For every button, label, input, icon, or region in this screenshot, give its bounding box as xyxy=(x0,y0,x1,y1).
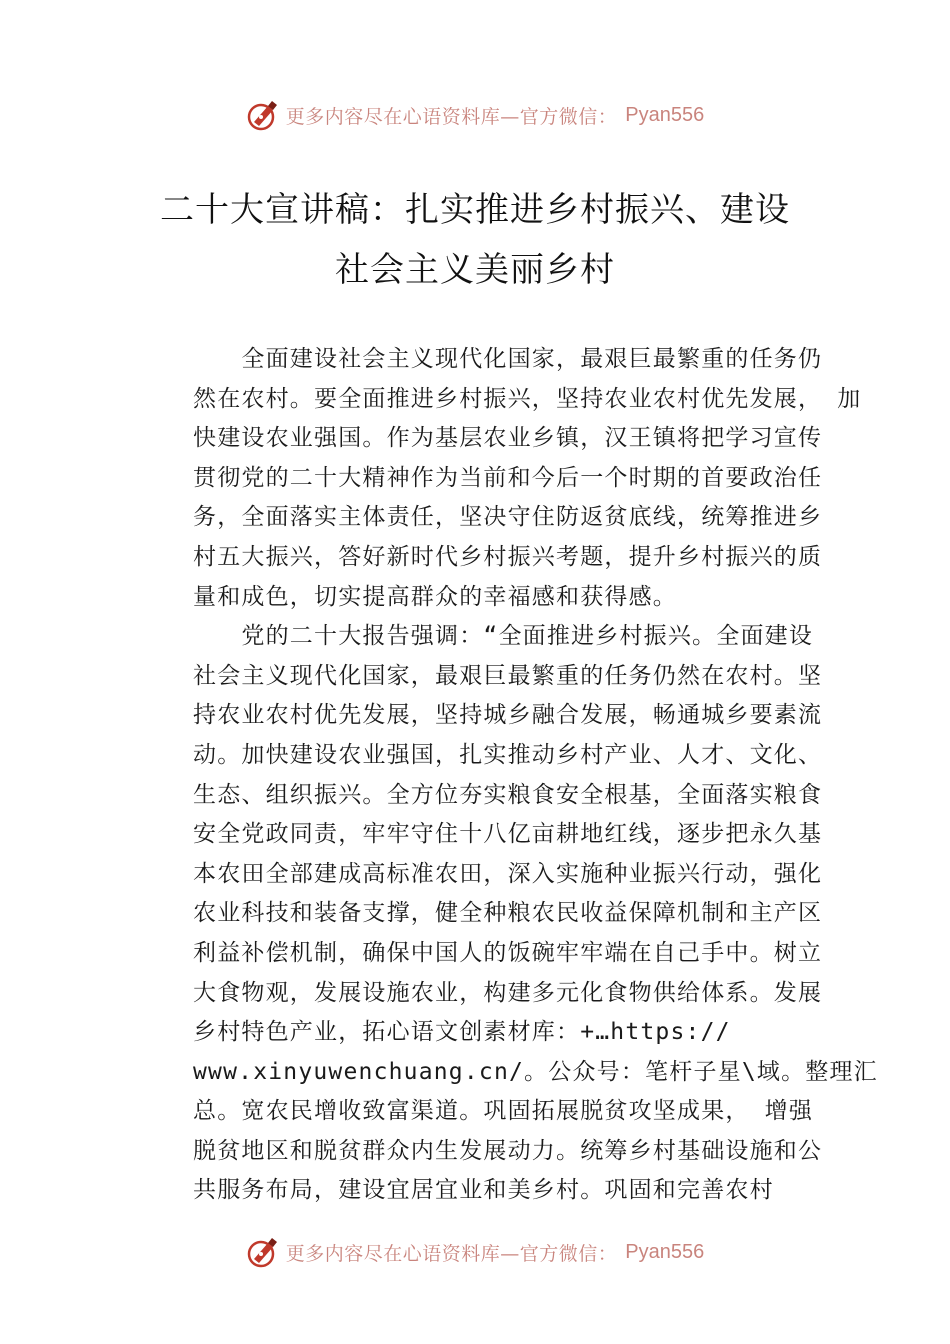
text-line: 全面建设社会主义现代化国家，最艰巨最繁重的任务仍 xyxy=(193,346,823,372)
text-line: 利益补偿机制，确保中国人的饭碗牢牢端在自己手中。树立 xyxy=(193,939,823,966)
text-line: 村五大振兴，答好新时代乡村振兴考题，提升乡村振兴的质 xyxy=(193,543,823,570)
footer-banner-content xyxy=(246,1235,704,1269)
text-line: 社会主义现代化国家，最艰巨最繁重的任务仍然在农村。坚 xyxy=(193,662,823,689)
text-line: 生态、组织振兴。全方位夯实粮食安全根基，全面落实粮食 xyxy=(193,781,823,808)
pen-nib-logo-icon xyxy=(246,1235,280,1269)
text-line: 快建设农业强国。作为基层农业乡镇，汉王镇将把学习宣传 xyxy=(193,425,823,452)
text-line: 安全党政同责，牢牢守住十八亿亩耕地红线，逐步把永久基 xyxy=(193,821,823,848)
text-line: 大食物观，发展设施农业，构建多元化食物供给体系。发展 xyxy=(193,979,823,1006)
text-line: 持农业农村优先发展，坚持城乡融合发展，畅通城乡要素流 xyxy=(193,702,823,729)
text-line: 然在农村。要全面推进乡村振兴，坚持农业农村优先发展， 加 xyxy=(193,385,862,412)
text-line: 党的二十大报告强调：“全面推进乡村振兴。全面建设 xyxy=(193,623,814,650)
text-line: 贯彻党的二十大精神作为当前和今后一个时期的首要政治任 xyxy=(193,464,823,491)
header-wechat-id: Pyan556 xyxy=(625,103,705,126)
footer-banner xyxy=(0,1232,950,1272)
text-line: www.xinyuwenchuang.cn/。公众号：笔杆子星\域。整理汇 xyxy=(193,1058,878,1085)
paragraph-1 xyxy=(147,340,862,617)
text-line: 脱贫地区和脱贫群众内生发展动力。统筹乡村基础设施和公 xyxy=(193,1137,823,1164)
paragraph-2 xyxy=(147,617,878,1211)
text-line: 本农田全部建成高标准农田，深入实施种业振兴行动，强化 xyxy=(193,860,823,887)
text-line: 乡村特色产业，拓心语文创素材库：+…https:// xyxy=(193,1019,731,1046)
text-line: 共服务布局，建设宜居宜业和美乡村。巩固和完善农村 xyxy=(193,1177,774,1204)
text-line: 量和成色，切实提高群众的幸福感和获得感。 xyxy=(193,583,677,610)
footer-banner-text: 更多内容尽在心语资料库—官方微信： xyxy=(285,1242,618,1265)
text-line: 务，全面落实主体责任，坚决守住防返贫底线，统筹推进乡 xyxy=(193,504,823,531)
header-banner xyxy=(0,95,950,135)
title-line-2: 社会主义美丽乡村 xyxy=(335,250,615,290)
text-line: 动。加快建设农业强国，扎实推动乡村产业、人才、文化、 xyxy=(193,741,823,768)
footer-wechat-id: Pyan556 xyxy=(625,1240,705,1263)
text-line: 总。宽农民增收致富渠道。巩固拓展脱贫攻坚成果， 增强 xyxy=(193,1098,814,1125)
title-line-1: 二十大宣讲稿：扎实推进乡村振兴、建设 xyxy=(160,190,790,230)
document-title xyxy=(0,180,950,300)
pen-nib-logo-icon xyxy=(246,98,280,132)
text-line: 农业科技和装备支撑，健全种粮农民收益保障机制和主产区 xyxy=(193,900,823,927)
header-banner-text: 更多内容尽在心语资料库—官方微信： xyxy=(285,105,618,128)
header-banner-content xyxy=(246,98,704,132)
document-body xyxy=(147,340,878,1211)
